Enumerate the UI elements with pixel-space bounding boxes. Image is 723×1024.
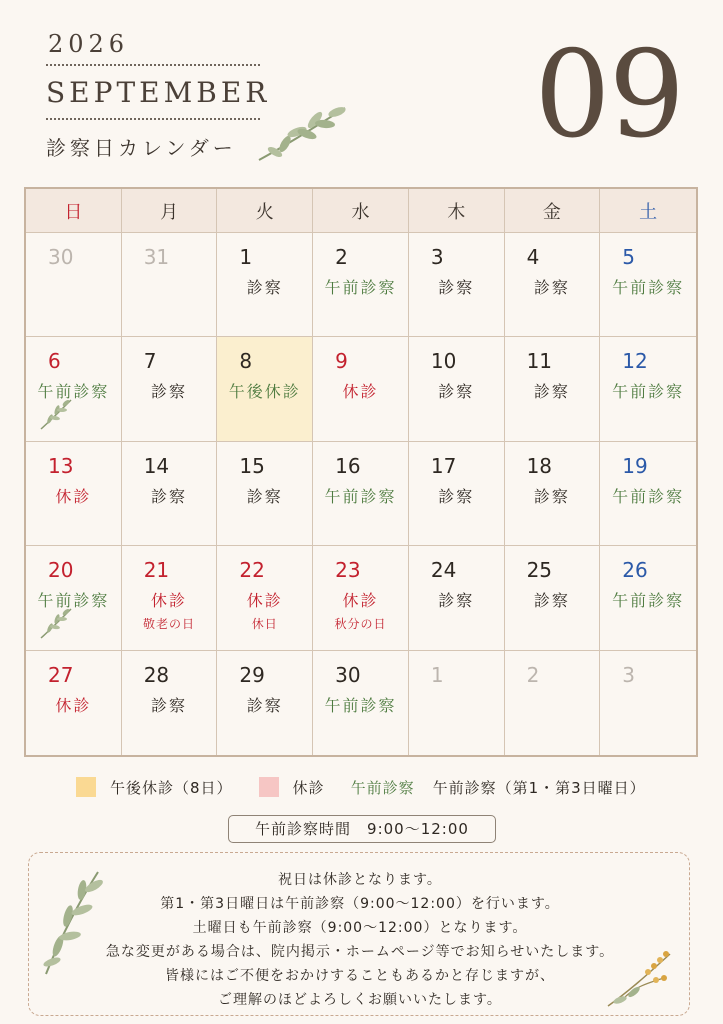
day-number: 15: [239, 453, 265, 478]
day-number: 8: [239, 349, 253, 374]
afternoon-closed-swatch: [76, 777, 96, 797]
big-month-number: 09: [534, 26, 683, 165]
day-cell: [217, 233, 313, 337]
header: [0, 0, 723, 180]
day-cell: [409, 442, 505, 546]
day-number: 9: [335, 349, 348, 374]
day-status: 午前診察: [324, 486, 397, 506]
day-number: 4: [526, 245, 540, 269]
weekday-header: 水: [313, 189, 409, 233]
day-status: 診察: [438, 278, 475, 297]
notice-box: [28, 852, 690, 1016]
day-number: 16: [335, 453, 361, 478]
day-status: 午前診察: [612, 486, 685, 506]
day-cell: [26, 546, 122, 650]
weekday-header: 土: [600, 189, 696, 233]
day-status: 診察: [151, 382, 188, 402]
notice-line: ご理解のほどよろしくお願いいたします。: [218, 992, 502, 1008]
day-status: 診察: [533, 382, 570, 402]
day-status: 休診: [342, 591, 379, 611]
notice-line: 皆様にはご不便をおかけすることもあるかと存じますが、: [165, 968, 555, 984]
day-status: 診察: [533, 278, 570, 297]
day-status: 休診: [246, 591, 283, 611]
calendar-grid: [24, 187, 698, 757]
day-cell: [217, 442, 313, 546]
day-number: 30: [48, 245, 74, 269]
legend-afternoon-closed: 午後休診（8日）: [110, 778, 233, 797]
day-number: 19: [622, 453, 648, 478]
month-label: SEPTEMBER: [46, 76, 271, 109]
day-cell: [313, 442, 409, 546]
leaf-sprig-icon: [38, 606, 74, 640]
day-number: 29: [239, 662, 265, 687]
day-cell: [217, 546, 313, 650]
day-number: 3: [622, 662, 636, 687]
legend: [76, 775, 672, 799]
day-cell: [313, 546, 409, 650]
leaf-sprig-icon: [38, 397, 74, 431]
day-status: 午前診察: [612, 591, 685, 611]
day-number: 2: [335, 245, 348, 269]
day-cell: [600, 546, 696, 650]
day-status: 午前診察: [612, 278, 685, 297]
weekday-header: 月: [122, 189, 218, 233]
day-cell: [122, 337, 218, 441]
year-label: 2026: [48, 30, 130, 58]
day-number: 1: [239, 245, 253, 269]
calendar-subtitle: 診察日カレンダー: [46, 136, 237, 160]
day-number: 27: [48, 662, 74, 687]
day-status: 診察: [438, 382, 475, 402]
day-status: 診察: [151, 486, 188, 506]
day-status: 休診: [55, 695, 92, 715]
day-status: 診察: [533, 591, 570, 611]
day-cell: [600, 337, 696, 441]
weekday-header: 木: [409, 189, 505, 233]
legend-morning-note: 午前診察（第1・第3日曜日）: [432, 778, 646, 797]
day-cell: [505, 651, 601, 755]
day-number: 14: [143, 453, 170, 478]
holiday-name: 秋分の日: [334, 617, 387, 632]
day-status: 休診: [151, 591, 188, 611]
day-number: 26: [622, 558, 648, 583]
day-status: 午前診察: [37, 591, 110, 611]
day-cell: [313, 337, 409, 441]
day-number: 20: [48, 558, 74, 583]
day-number: 7: [143, 349, 157, 374]
notice-line: 急な変更がある場合は、院内掲示・ホームページ等でお知らせいたします。: [105, 944, 615, 960]
day-number: 13: [48, 453, 74, 478]
leaf-sprig-icon: [604, 948, 674, 1010]
day-cell: [409, 651, 505, 755]
day-status: 午前診察: [324, 695, 397, 715]
day-cell: [122, 546, 218, 650]
day-number: 11: [526, 349, 553, 374]
day-cell: [26, 337, 122, 441]
holiday-name: 敬老の日: [143, 617, 196, 632]
day-cell: [600, 651, 696, 755]
weekday-header: 金: [505, 189, 601, 233]
day-cell: [26, 233, 122, 337]
day-number: 1: [430, 662, 444, 687]
day-cell: [409, 233, 505, 337]
dotted-divider-top: [46, 64, 260, 66]
morning-hours-box: 午前診察時間 9:00〜12:00: [228, 815, 496, 843]
day-cell: [122, 651, 218, 755]
closed-swatch: [259, 777, 279, 797]
day-cell: [600, 233, 696, 337]
day-number: 28: [143, 662, 170, 687]
day-status: 診察: [246, 695, 283, 715]
dotted-divider-bottom: [46, 118, 260, 120]
day-cell: [313, 651, 409, 755]
day-cell: [122, 442, 218, 546]
notice-line: 土曜日も午前診察（9:00〜12:00）となります。: [192, 920, 528, 936]
day-cell: [505, 546, 601, 650]
day-number: 22: [239, 558, 265, 583]
day-number: 18: [526, 453, 553, 478]
day-status: 診察: [438, 486, 475, 506]
day-status: 休診: [342, 382, 379, 402]
day-status: 診察: [246, 278, 283, 297]
day-cell: [409, 546, 505, 650]
legend-closed: 休診: [292, 778, 325, 797]
day-number: 23: [335, 558, 361, 583]
day-number: 21: [143, 558, 170, 583]
leaf-sprig-icon: [36, 866, 108, 978]
legend-morning-green: 午前診察: [350, 778, 415, 797]
day-status: 午前診察: [612, 382, 685, 402]
weekday-header: 日: [26, 189, 122, 233]
day-status: 診察: [438, 591, 475, 611]
day-status: 午後休診: [228, 382, 301, 402]
day-cell: [313, 233, 409, 337]
day-cell: [26, 651, 122, 755]
day-cell: [122, 233, 218, 337]
day-number: 3: [430, 245, 444, 269]
day-number: 31: [143, 245, 170, 269]
day-status: 午前診察: [37, 382, 110, 402]
notice-line: 第1・第3日曜日は午前診察（9:00〜12:00）を行います。: [160, 896, 560, 912]
day-cell: [600, 442, 696, 546]
day-status: 診察: [246, 486, 283, 506]
day-cell: [505, 233, 601, 337]
day-status: 診察: [151, 695, 188, 715]
day-cell: [217, 651, 313, 755]
day-number: 25: [526, 558, 553, 583]
day-status: 午前診察: [324, 278, 397, 297]
notice-line: 祝日は休診となります。: [278, 872, 442, 888]
day-cell: [505, 442, 601, 546]
day-number: 6: [48, 349, 61, 374]
weekday-header: 火: [217, 189, 313, 233]
day-cell: [505, 337, 601, 441]
leaf-sprig-icon: [255, 102, 350, 164]
day-cell: [26, 442, 122, 546]
day-status: 休診: [55, 486, 92, 506]
day-cell: [217, 337, 313, 441]
day-status: 診察: [533, 486, 570, 506]
day-number: 10: [430, 349, 457, 374]
day-number: 5: [622, 245, 636, 269]
day-cell: [409, 337, 505, 441]
day-number: 2: [526, 662, 540, 687]
holiday-name: 休日: [251, 617, 278, 632]
day-number: 24: [430, 558, 457, 583]
day-number: 17: [430, 453, 457, 478]
day-number: 12: [622, 349, 648, 374]
day-number: 30: [335, 662, 361, 687]
